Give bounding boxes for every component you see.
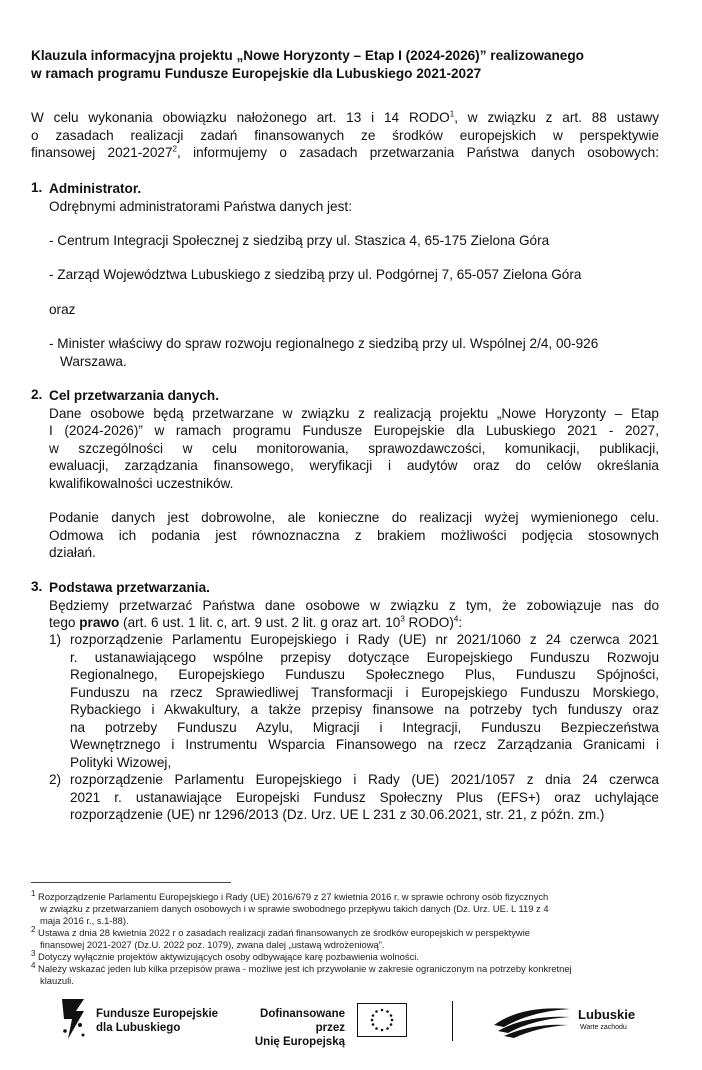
logo-bar: [0, 993, 702, 1053]
lubuskie-name: Lubuskie: [578, 1007, 636, 1022]
title-line: Klauzula informacyjna projektu „Nowe Horyzonty – Etap I (2024-2026)” realizowanego: [31, 48, 584, 63]
intro-line: o zasadach realizacji zadań finansowanych ze środków europejskich w perspektywie: [31, 127, 659, 143]
fundusze-europejskie-logo-icon: [58, 997, 88, 1041]
section-heading: Administrator.: [49, 181, 142, 196]
section-heading: Podstawa przetwarzania.: [49, 580, 210, 595]
section-purpose: Cel przetwarzania danych. Dane osobowe będą przetwarzane w związku z realizacją projektu „Nowe Horyzonty – Etap I (2024-2026)” w ramach programu Fundusze Europejskie dla Lubuskiego 2021 - 2027, w szczególności w celu monitorowania, sprawozdawczości, komunikacji, publikacji, ewaluacji, zarządzania finansowego, weryfikacji i audytów oraz do celów określania kwalifikowalności uczestników.: [49, 388, 659, 491]
list-number: 1): [49, 632, 62, 647]
logo-separator: [452, 1001, 453, 1041]
fe-logo-text: Fundusze Europejskie dla Lubuskiego: [96, 1008, 219, 1034]
eu-cofinance-text: Dofinansowane przez Unię Europejską: [254, 1008, 345, 1048]
section-text: Odrębnymi administratorami Państwa danych jest:: [49, 198, 352, 214]
section-legal-basis: Podstawa przetwarzania. Będziemy przetwarzać Państwa dane osobowe w związku z tym, że zobowiązuje nas do tego prawo (art. 6 ust. 1 lit. c, art. 9 ust. 2 lit. g oraz art. $10^3$ RODO)$^4$:: [49, 580, 659, 630]
section-number: 1.: [31, 180, 43, 195]
section-heading: Cel przetwarzania danych.: [49, 388, 219, 403]
intro-line: W celu wykonania obowiązku nałożonego art. 13 i 14 RODO$^1$, w związku z art. 88 ustawy: [31, 109, 659, 125]
footnote-divider: [31, 882, 231, 883]
intro-paragraph: [31, 109, 659, 162]
legal-item: rozporządzenie Parlamentu Europejskiego i Rady (UE) 2021/1057 z dnia 24 czerwca 2021 r. ustanawiające Europejski Fundusz Społeczny Plus (EFS+) oraz uchylające rozporządzenie (UE) nr 1296/2013 (Dz. Urz. UE L 231 z 30.06.2021, str. 21, z późn. zm.): [70, 772, 659, 822]
administrator-item: - Zarząd Województwa Lubuskiego z siedzibą przy ul. Podgórnej 7, 65-057 Zielona Góra: [49, 267, 582, 282]
footnote: $^3$ Dotyczy wyłącznie projektów aktywizujących osoby odbywające karę pozbawienia wolności.: [31, 948, 419, 962]
footnote: $^1$ Rozporządzenie Parlamentu Europejskiego i Rady (UE) 2016/679 z 27 kwietnia 2016 r. w sprawie ochrony osób fizycznych: [31, 888, 549, 902]
section-number: 3.: [31, 579, 43, 594]
lubuskie-logo-icon: [492, 1003, 572, 1039]
intro-line: finansowej 2021-2027$^2$, informujemy o zasadach przetwarzania Państwa danych osobowych:: [31, 144, 659, 160]
document-title: [31, 47, 671, 82]
section-number: 2.: [31, 387, 43, 402]
footnotes: $^1$ Rozporządzenie Parlamentu Europejskiego i Rady (UE) 2016/679 z 27 kwietnia 2016 r. w sprawie ochrony osób fizycznych w związku z przetwarzaniem danych osobowych i w sprawie swobodnego przepływu takich danych (Dz. Urz. UE. L 119 z 4 maja 2016 r., s.1-88). $^2$ Ustawa z dnia 28 kwietnia 2022 r o zasadach realizacji zadań finansowanych ze środków europejskich w perspektywie finansowej 2021-2027 (Dz.U. 2022 poz. 1079), zwana dalej „ustawą wdrożeniową”. $^3$ Dotyczy wyłącznie projektów aktywizujących osoby odbywające karę pozbawienia wolności. $^4$ Należy wskazać jeden lub kilka przepisów prawa - możliwe jest ich przywołanie w zakresie ograniczonym na potrzeby konkretnej klauzuli.: [31, 891, 671, 987]
lubuskie-tagline: Warte zachodu: [580, 1024, 627, 1031]
administrator-item: - Centrum Integracji Społecznej z siedzibą przy ul. Staszica 4, 65-175 Zielona Góra: [49, 233, 550, 248]
conjunction-text: oraz: [49, 302, 76, 317]
eu-flag-icon: [357, 1003, 407, 1037]
title-line: w ramach programu Fundusze Europejskie dla Lubuskiego 2021-2027: [31, 65, 482, 81]
administrator-item: - Minister właściwy do spraw rozwoju regionalnego z siedzibą przy ul. Wspólnej 2/4, 00-926 Warszawa.: [49, 336, 599, 369]
footnote: $^4$ Należy wskazać jeden lub kilka przepisów prawa - możliwe jest ich przywołanie w zakresie ograniczonym na potrzeby konkretnej: [31, 960, 572, 974]
section-administrator: [49, 180, 659, 215]
footnote: $^2$ Ustawa z dnia 28 kwietnia 2022 r o zasadach realizacji zadań finansowanych ze środków europejskich w perspektywie: [31, 924, 530, 938]
voluntary-paragraph: Podanie danych jest dobrowolne, ale konieczne do realizacji wyżej wymienionego celu. Odmowa ich podania jest równoznaczna z brakiem możliwości podjęcia stosownych działań.: [49, 510, 659, 560]
list-number: 2): [49, 772, 62, 787]
legal-item: rozporządzenie Parlamentu Europejskiego i Rady (UE) nr 2021/1060 z 24 czerwca 2021 r. ustanawiającego wspólne przepisy dotyczące Europejskiego Funduszu Rozwoju Regionalnego, Europejskiego Funduszu Społecznego Plus, Funduszu Spójności, Funduszu na rzecz Sprawiedliwej Transformacji i Europejskiego Funduszu Morskiego, Rybackiego i Akwakultury, a także przepisy finansowe na potrzeby tych funduszy oraz na potrzeby Funduszu Azylu, Migracji i Integracji, Funduszu Bezpieczeństwa Wewnętrznego i Instrumentu Wsparcia Finansowego na rzecz Zarządzania Granicami i Polityki Wizowej,: [70, 632, 659, 770]
